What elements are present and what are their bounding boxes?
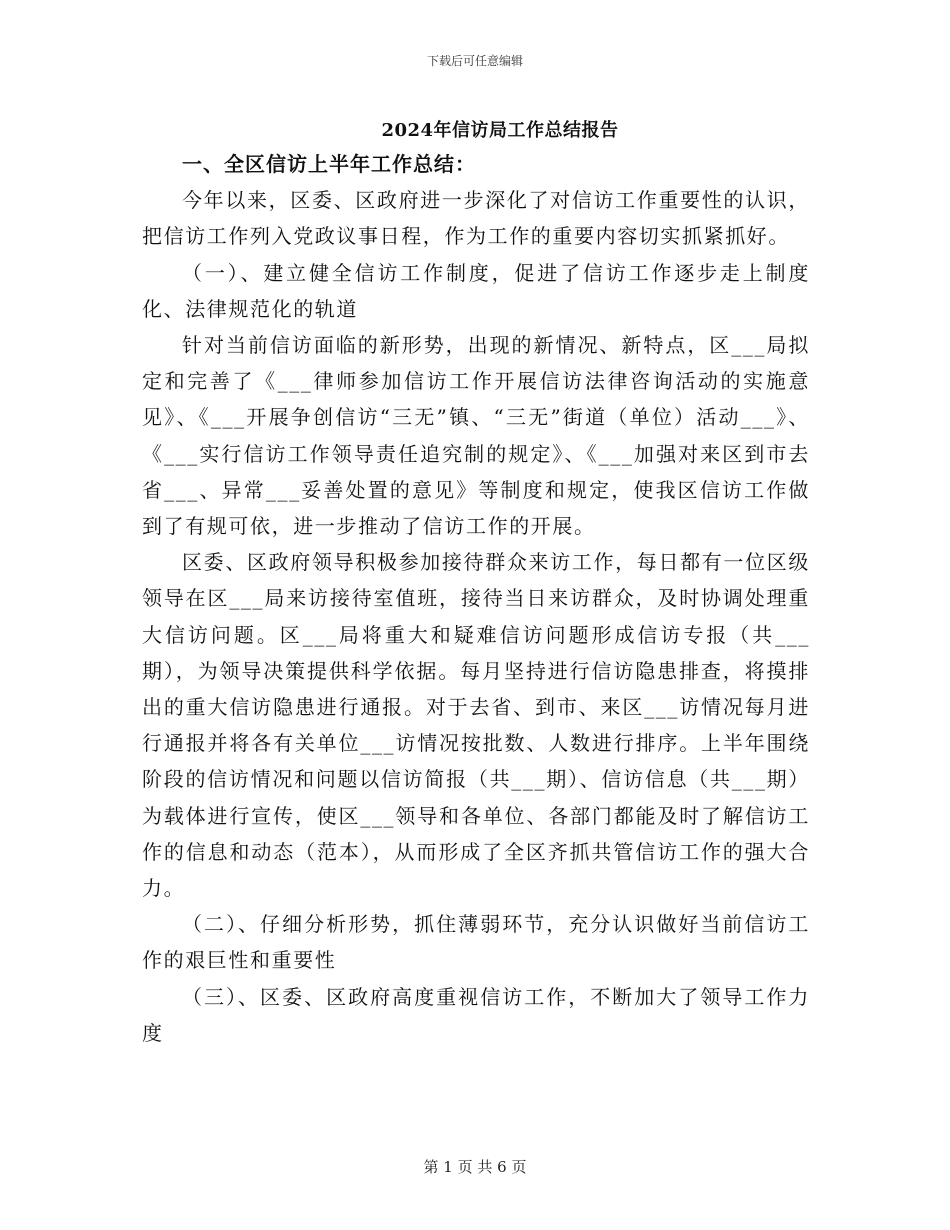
subsection-heading: （三）、区委、区政府高度重视信访工作，不断加大了领导工作力度 [142, 984, 810, 1045]
page-number: 第 1 页 共 6 页 [423, 1158, 527, 1176]
body-paragraph: 针对当前信访面临的新形势，出现的新情况、新特点，区___局拟定和完善了《___律师参加信访工作开展信访法律咨询活动的实施意见》、《___开展争创信访“三无”镇、“三无”街道（单位）活动___》、《___实行信访工作领导责任追究制的规定》、《___加强对来区到市去省___、异常___妥善处置的意见》等制度和规定，使我区信访工作做到了有规可依，进一步推动了信访工作的开展。 [142, 333, 810, 539]
body-paragraph: 今年以来，区委、区政府进一步深化了对信访工作重要性的认识，把信访工作列入党政议事日程，作为工作的重要内容切实抓紧抓好。 [142, 188, 810, 249]
subsection-heading: （一）、建立健全信访工作制度，促进了信访工作逐步走上制度化、法律规范化的轨道 [142, 260, 810, 321]
document-body [142, 146, 810, 1051]
section-heading: 一、全区信访上半年工作总结： [182, 152, 476, 176]
body-paragraph: 区委、区政府领导积极参加接待群众来访工作，每日都有一位区级领导在区___局来访接待室值班，接待当日来访群众，及时协调处理重大信访问题。区___局将重大和疑难信访问题形成信访专报（共___期），为领导决策提供科学依据。每月坚持进行信访隐患排查，将摸排出的重大信访隐患进行通报。对于去省、到市、来区___访情况每月进行通报并将各有关单位___访情况按批数、人数进行排序。上半年围绕阶段的信访情况和问题以信访简报（共___期）、信访信息（共___期）为载体进行宣传，使区___领导和各单位、各部门都能及时了解信访工作的信息和动态（范本），从而形成了全区齐抓共管信访工作的强大合力。 [142, 550, 810, 901]
subsection-heading: （二）、仔细分析形势，抓住薄弱环节，充分认识做好当前信访工作的艰巨性和重要性 [142, 912, 810, 973]
header-note: 下载后可任意编辑 [426, 54, 523, 68]
document-title: 2024年信访局工作总结报告 [381, 120, 619, 141]
